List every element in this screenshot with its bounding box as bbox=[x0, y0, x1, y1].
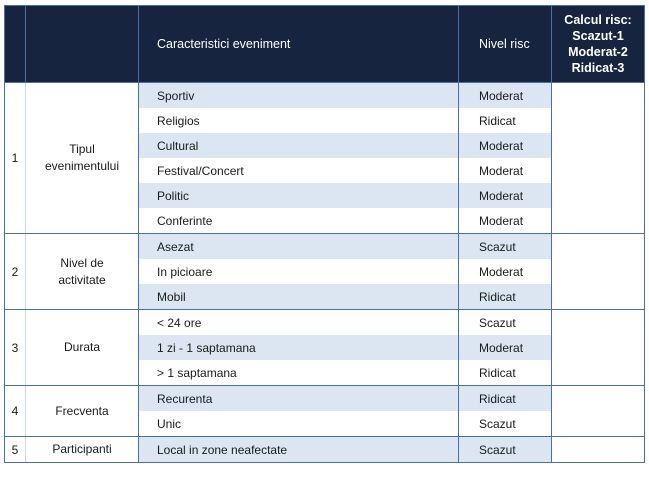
risk-level-cell: Ridicat bbox=[459, 360, 552, 386]
group-name-line: Durata bbox=[63, 340, 101, 354]
header-risk-calculation bbox=[552, 6, 645, 83]
risk-level-cell: Moderat bbox=[459, 158, 552, 183]
characteristic-cell: Mobil bbox=[139, 284, 459, 310]
risk-level-cell: Ridicat bbox=[459, 108, 552, 133]
group-index: 1 bbox=[5, 83, 26, 234]
group-name bbox=[26, 386, 139, 437]
header-index bbox=[5, 6, 26, 83]
group-index: 4 bbox=[5, 386, 26, 437]
characteristic-cell: Unic bbox=[139, 411, 459, 437]
characteristic-cell: Asezat bbox=[139, 234, 459, 260]
characteristic-cell: Politic bbox=[139, 183, 459, 208]
risk-level-cell: Scazut bbox=[459, 437, 552, 463]
characteristic-cell: < 24 ore bbox=[139, 310, 459, 336]
risk-level-cell: Moderat bbox=[459, 335, 552, 360]
characteristic-cell: Recurenta bbox=[139, 386, 459, 412]
characteristic-cell: Local in zone neafectate bbox=[139, 437, 459, 463]
header-row bbox=[5, 6, 645, 83]
characteristic-cell: Cultural bbox=[139, 133, 459, 158]
table-row bbox=[5, 310, 645, 336]
calc-line: Ridicat-3 bbox=[571, 61, 625, 75]
group-name-line: Participanti bbox=[52, 442, 112, 456]
characteristic-cell: Religios bbox=[139, 108, 459, 133]
calc-line: Moderat-2 bbox=[568, 45, 628, 59]
risk-level-cell: Ridicat bbox=[459, 284, 552, 310]
characteristic-cell: In picioare bbox=[139, 259, 459, 284]
table-row bbox=[5, 437, 645, 463]
characteristic-cell: > 1 saptamana bbox=[139, 360, 459, 386]
risk-table bbox=[4, 5, 645, 463]
group-name-line: Frecventa bbox=[55, 403, 109, 418]
risk-level-cell: Moderat bbox=[459, 208, 552, 234]
group-name bbox=[26, 310, 139, 386]
risk-level-cell: Scazut bbox=[459, 411, 552, 437]
risk-level-cell: Moderat bbox=[459, 259, 552, 284]
table-row bbox=[5, 83, 645, 109]
header-risk-level: Nivel risc bbox=[459, 6, 552, 83]
characteristic-cell: Conferinte bbox=[139, 208, 459, 234]
risk-calculation-cell bbox=[552, 386, 645, 437]
risk-level-cell: Ridicat bbox=[459, 386, 552, 412]
group-name bbox=[26, 83, 139, 234]
risk-calculation-cell bbox=[552, 310, 645, 386]
risk-level-cell: Moderat bbox=[459, 183, 552, 208]
characteristic-cell: Festival/Concert bbox=[139, 158, 459, 183]
group-name-line: evenimentului bbox=[44, 159, 120, 173]
table-row bbox=[5, 234, 645, 260]
group-name bbox=[26, 234, 139, 310]
group-name-line: Nivel de bbox=[60, 255, 104, 270]
risk-calculation-cell bbox=[552, 83, 645, 234]
header-group bbox=[26, 6, 139, 83]
risk-level-cell: Moderat bbox=[459, 83, 552, 109]
group-name-line: Tipul bbox=[69, 142, 95, 156]
header-characteristics: Caracteristici eveniment bbox=[139, 6, 459, 83]
risk-level-cell: Scazut bbox=[459, 234, 552, 260]
group-index: 5 bbox=[5, 437, 26, 463]
calc-line: Calcul risc: bbox=[564, 13, 632, 27]
calc-line: Scazut-1 bbox=[572, 29, 624, 43]
group-index: 3 bbox=[5, 310, 26, 386]
group-name-line: activitate bbox=[58, 272, 106, 287]
characteristic-cell: Sportiv bbox=[139, 83, 459, 109]
group-name bbox=[26, 437, 139, 463]
risk-level-cell: Scazut bbox=[459, 310, 552, 336]
characteristic-cell: 1 zi - 1 saptamana bbox=[139, 335, 459, 360]
risk-calculation-cell bbox=[552, 437, 645, 463]
risk-calculation-cell bbox=[552, 234, 645, 310]
table-row bbox=[5, 386, 645, 412]
group-index: 2 bbox=[5, 234, 26, 310]
risk-level-cell: Moderat bbox=[459, 133, 552, 158]
